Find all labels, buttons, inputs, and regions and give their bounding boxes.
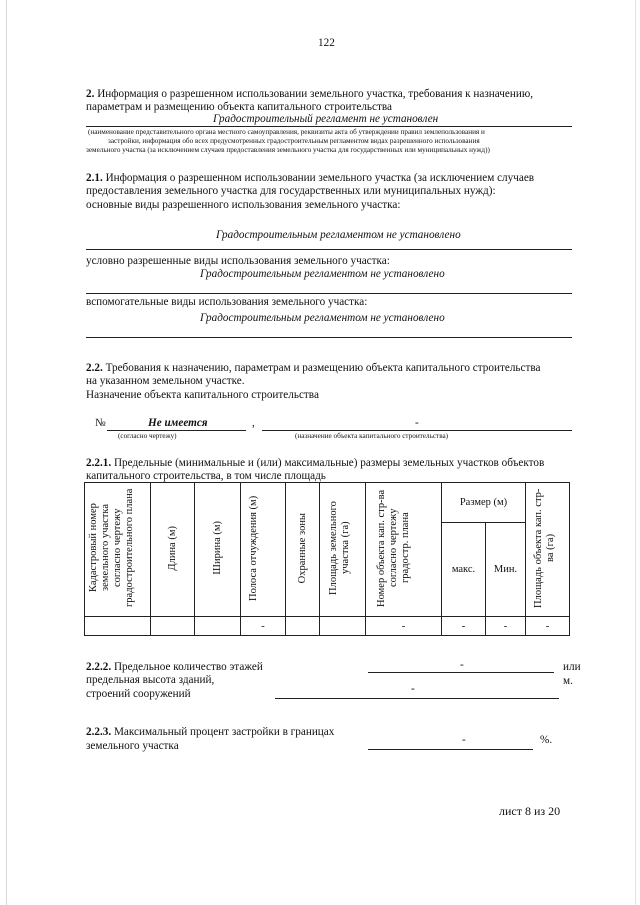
plot-size-table [84,482,570,636]
header-object-number: Номер объекта кап. стр-ва согласно чертежу градостр. плана [375,489,411,607]
height-unit: м. [563,675,573,687]
floors-unit: или [563,661,581,673]
table-cell: - [366,617,442,636]
auxiliary-uses-label: вспомогательные виды использования земельного участка: [86,296,368,308]
table-cell: - [442,617,486,636]
table-cell [195,617,241,636]
table-cell: - [486,617,526,636]
section2-note-line1: (наименование представительного органа местного самоуправления, реквизиты акта об утверждении правил землепользования и [88,128,485,136]
header-length: Длина (м) [166,525,178,571]
section2-note-line2: застройки, информация обо всех предусмотренных градостроительным регламентом видах разрешенного использования [108,137,480,145]
section21-line2: предоставления земельного участка для государственных или муниципальных нужд): [86,185,496,197]
conditional-uses-value: Градостроительным регламентом не установлено [200,268,445,280]
table-cell: - [241,617,286,636]
table-row [85,617,570,636]
section222-line3: строений сооружений [86,688,191,700]
section223-line2: земельного участка [86,740,179,752]
section2-note-line3: земельного участка (за исключением случаев предоставления земельного участка для государственных или муниципальных нужд)) [86,146,490,154]
section22-line1: 2.2. Требования к назначению, параметрам и размещению объекта капитального строительства [86,362,541,374]
header-cadastral: Кадастровый номер земельного участка согласно чертежу градостроительного плана [87,488,135,608]
header-protected-zones: Охранные зоны [296,512,308,584]
comma: , [252,417,255,429]
sheet-counter: лист 8 из 20 [499,804,561,818]
header-size: Размер (м) [442,483,526,523]
header-size-max: макс. [442,523,486,617]
object-purpose-note: (назначение объекта капитального строительства) [295,432,449,440]
header-width: Ширина (м) [211,521,223,575]
table-cell: - [526,617,570,636]
table-cell [85,617,151,636]
section22-line2: на указанном земельном участке. [86,375,245,387]
auxiliary-uses-value: Градостроительным регламентом не установлено [200,312,445,324]
object-purpose-value: - [415,417,419,429]
section221-line2: капитального строительства, в том числе площадь [86,470,326,482]
section223-line1: 2.2.3. Максимальный процент застройки в границах [86,726,335,738]
header-plot-area: Площадь земельного участка (га) [327,501,351,595]
object-number-value: Не имеется [148,417,208,429]
header-object-area: Площадь объекта кап. стр-ва (га) [532,488,556,608]
table-cell [151,617,195,636]
floors-value: - [460,659,464,671]
section2-reglament: Градостроительный регламент не установлен [213,113,439,125]
section21-line3: основные виды разрешенного использования земельного участка: [86,199,401,211]
coverage-unit: %. [540,734,553,746]
table-cell [286,617,320,636]
conditional-uses-label: условно разрешенные виды использования земельного участка: [86,255,390,267]
section2-title-line1: 2. Информация о разрешенном использовании земельного участка, требования к назначению, [86,88,534,100]
section222-line2: предельная высота зданий, [86,674,215,686]
section21-line1: 2.1. Информация о разрешенном использовании земельного участка (за исключением случаев [86,172,535,184]
object-number-label: № [95,417,106,429]
header-exclusion-strip: Полоса отчуждения (м) [248,495,259,601]
main-uses-value: Градостроительным регламентом не установлено [216,229,461,241]
page-number: 122 [318,37,335,49]
header-size-min: Мин. [486,523,526,617]
height-value: - [411,683,415,695]
section221-line1: 2.2.1. Предельные (минимальные и (или) максимальные) размеры земельных участков объектов [86,457,545,469]
section22-line3: Назначение объекта капитального строительства [86,389,319,401]
object-number-note: (согласно чертежу) [118,432,177,440]
coverage-value: - [462,734,466,746]
table-cell [320,617,366,636]
section222-line1: 2.2.2. Предельное количество этажей [86,661,263,673]
section2-title-line2: параметрам и размещению объекта капитального строительства [86,101,392,113]
